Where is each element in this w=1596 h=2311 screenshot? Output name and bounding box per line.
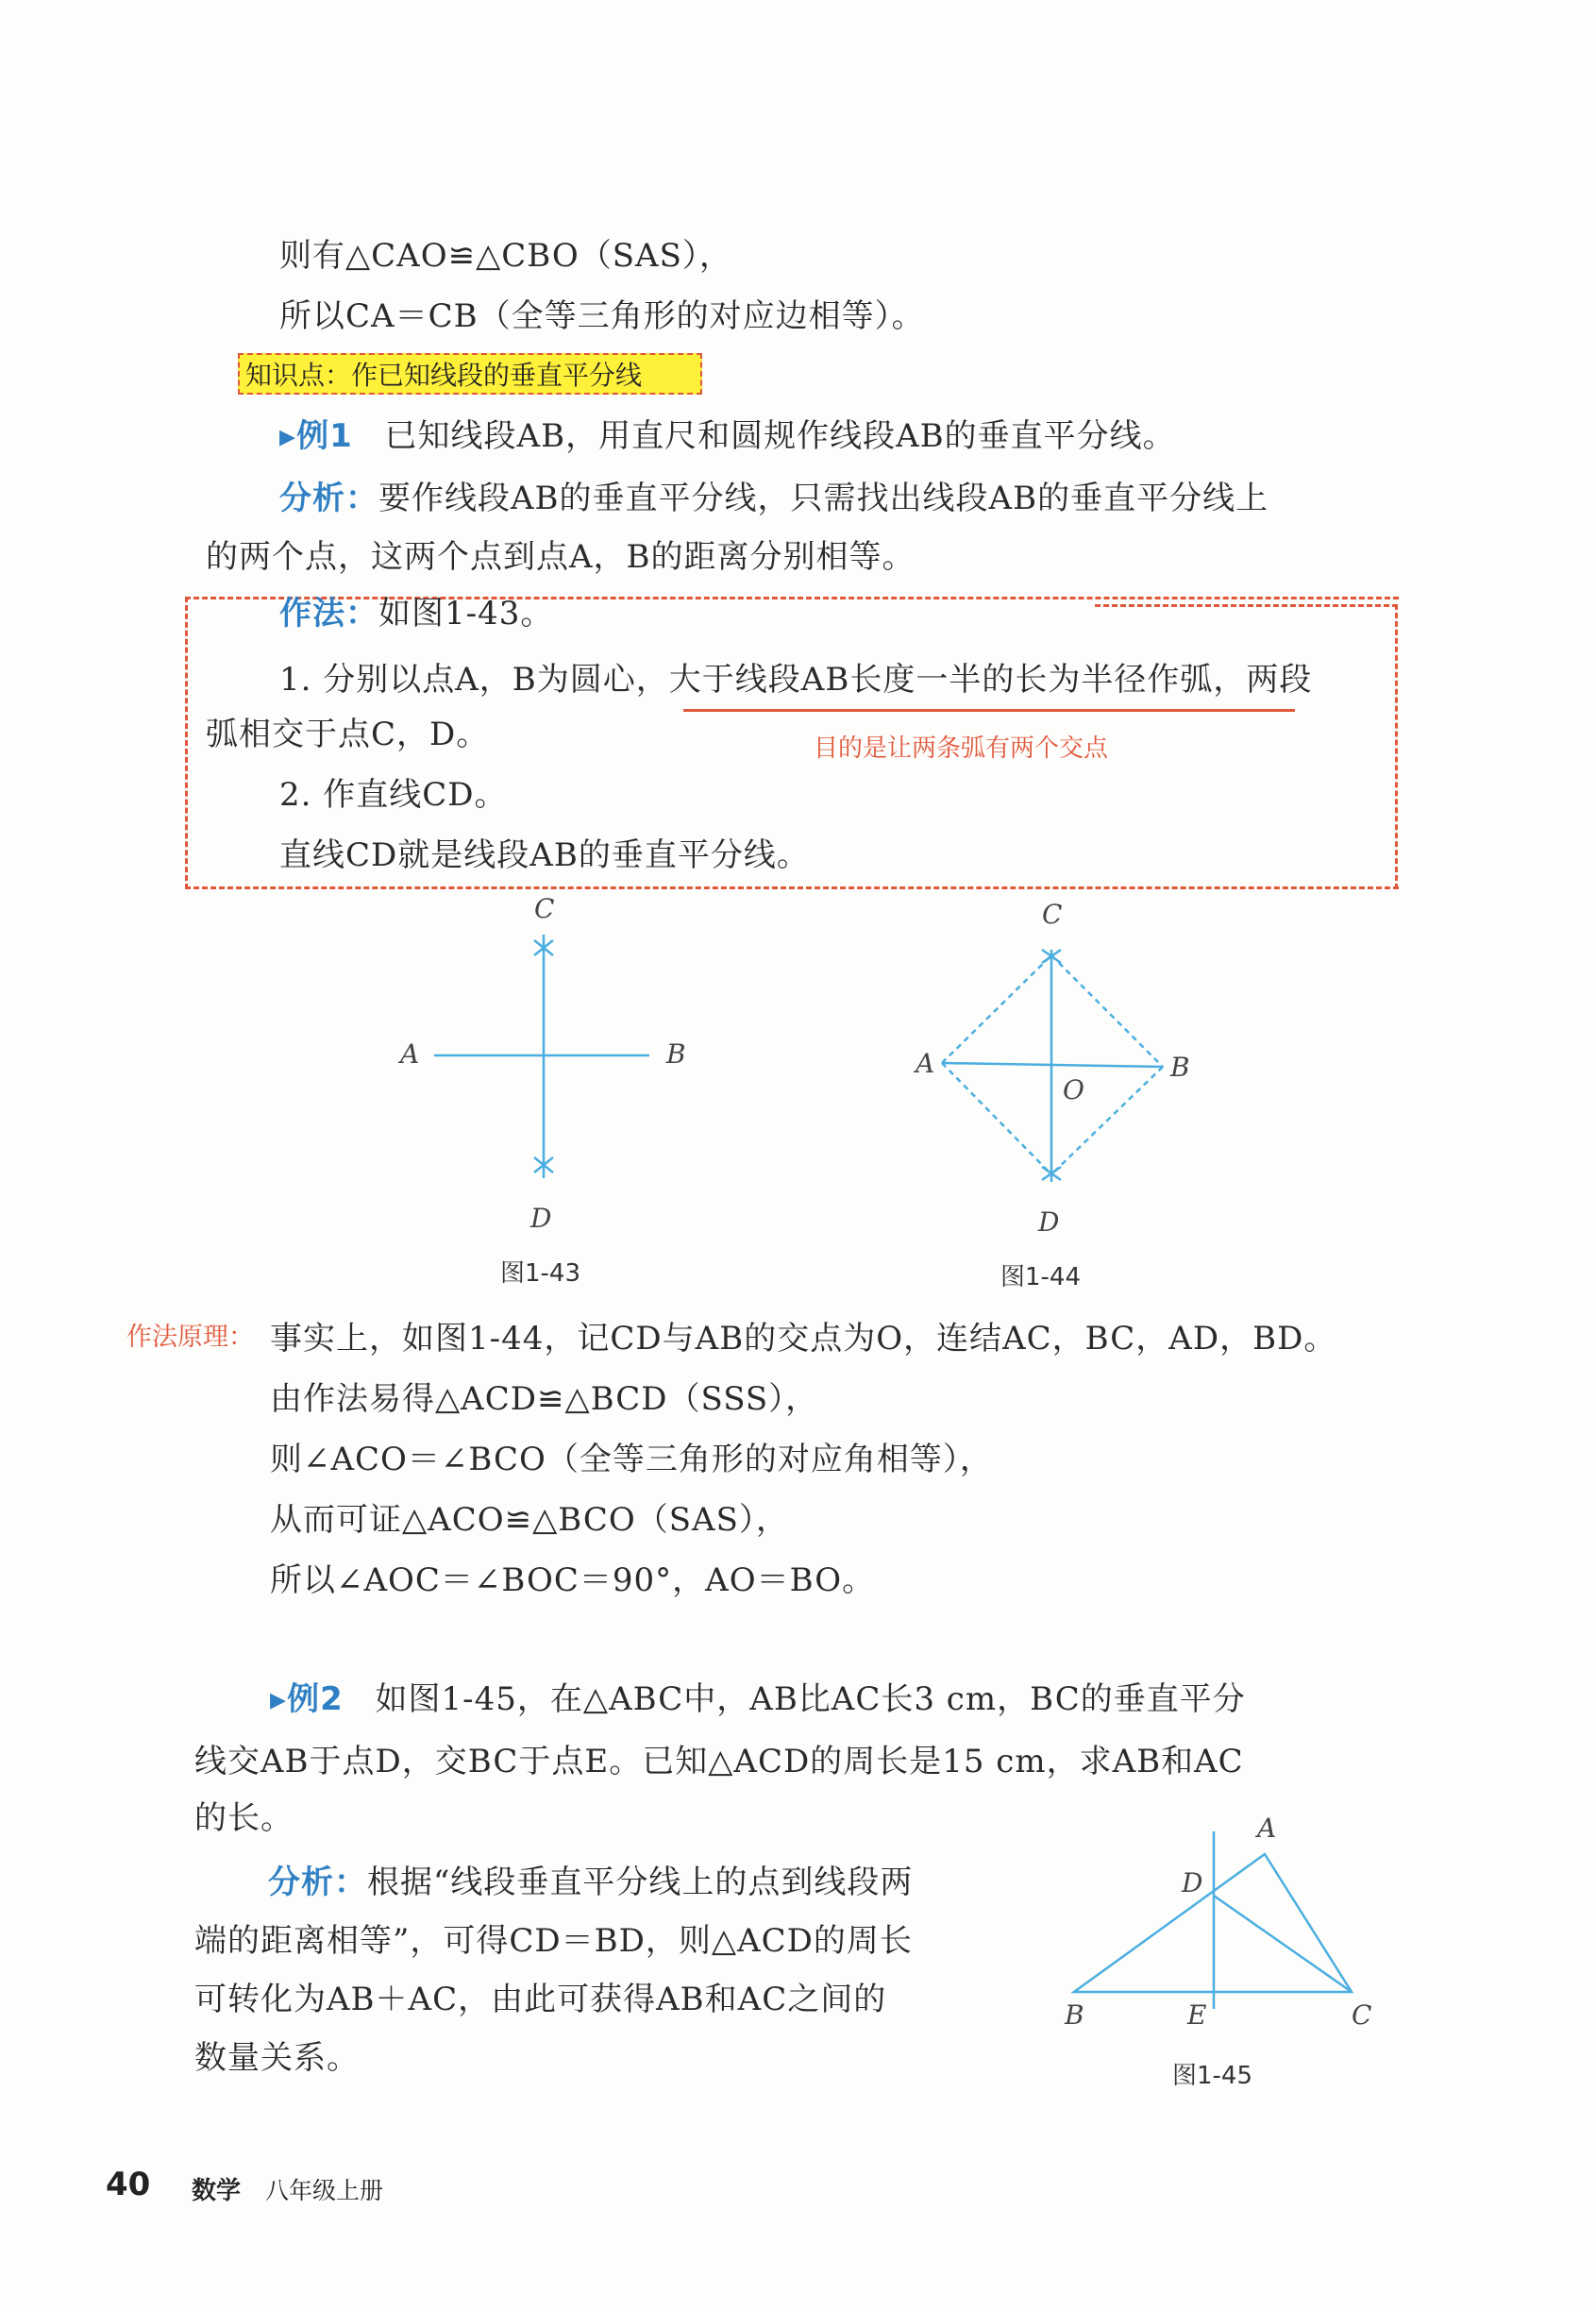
step1-text: 1. 分别以点A，B为圆心，	[279, 661, 669, 699]
figure-1-45	[1074, 1831, 1352, 2009]
text-line: 所以CA＝CB（全等三角形的对应边相等）。	[279, 297, 925, 335]
segment-cd	[1214, 1896, 1352, 1992]
example1-label: ▸例1	[279, 417, 353, 455]
text-line: 则有△CAO≌△CBO（SAS），	[279, 237, 732, 275]
text-line: 数量关系。	[194, 2039, 360, 2077]
step2: 2. 作直线CD。	[279, 776, 508, 814]
segment-ad	[942, 1063, 1051, 1174]
figure-caption: 图1-44	[1000, 1263, 1082, 1291]
label-a: A	[1257, 1813, 1277, 1844]
text-line: 可转化为AB＋AC，由此可获得AB和AC之间的	[194, 1981, 887, 2018]
analysis-text: 根据“线段垂直平分线上的点到线段两	[367, 1864, 914, 1901]
label-c: C	[534, 893, 555, 924]
analysis-label: 分析：	[279, 480, 378, 517]
grade: 八年级上册	[265, 2177, 384, 2204]
text-line: 则∠ACO＝∠BCO（全等三角形的对应角相等），	[270, 1441, 993, 1478]
example1-text: 已知线段AB，用直尺和圆规作线段AB的垂直平分线。	[384, 417, 1176, 455]
figure-1-43	[434, 935, 649, 1178]
subject: 数学	[192, 2177, 242, 2205]
knowledge-tag: 知识点：作已知线段的垂直平分线	[238, 353, 702, 395]
principle-label: 作法原理：	[126, 1323, 254, 1352]
figure-1-44	[942, 950, 1163, 1182]
label-o: O	[1063, 1074, 1084, 1105]
figure-caption: 图1-43	[500, 1259, 581, 1288]
text-line: 端的距离相等”，可得CD＝BD，则△ACD的周长	[194, 1922, 913, 1960]
text-line: 从而可证△ACO≌△BCO（SAS），	[270, 1501, 789, 1539]
label-c: C	[1352, 1999, 1372, 2031]
text-line: 的两个点，这两个点到点A，B的距离分别相等。	[206, 538, 916, 576]
step1-tail: ，两段	[1213, 661, 1313, 699]
label-b: B	[1065, 1999, 1084, 2031]
method-text: 如图1-43。	[378, 595, 554, 633]
example2	[270, 1678, 1246, 1720]
analysis2	[268, 1862, 913, 1903]
segment-ac	[942, 955, 1051, 1063]
label-e: E	[1187, 1999, 1207, 2031]
text-line: 线交AB于点D，交BC于点E。已知△ACD的周长是15 cm，求AB和AC	[194, 1743, 1244, 1780]
label-b: B	[1170, 1052, 1190, 1083]
example2-label: ▸例2	[270, 1680, 344, 1718]
label-c: C	[1042, 899, 1063, 930]
label-d: D	[530, 1203, 552, 1234]
analysis-label: 分析：	[268, 1864, 367, 1901]
text-line: 弧相交于点C，D。	[206, 716, 490, 753]
margin-note: 目的是让两条弧有两个交点	[814, 734, 1109, 763]
page-number: 40	[106, 2166, 151, 2203]
label-d: D	[1182, 1867, 1203, 1898]
method-label: 作法：	[279, 595, 378, 633]
text-line: 事实上，如图1-44，记CD与AB的交点为O，连结AC，BC，AD，BD。	[270, 1320, 1337, 1358]
example2-text: 如图1-45，在△ABC中，AB比AC长3 cm，BC的垂直平分	[375, 1680, 1246, 1718]
label-a: A	[916, 1048, 935, 1079]
step1-underlined: 大于线段AB长度一半的长为半径作弧	[668, 661, 1214, 699]
text-line: 的长。	[194, 1799, 294, 1837]
label-a: A	[400, 1038, 420, 1070]
label-b: B	[666, 1038, 686, 1070]
analysis-text: 要作线段AB的垂直平分线，只需找出线段AB的垂直平分线上	[378, 480, 1269, 517]
figure-caption: 图1-45	[1172, 2062, 1253, 2090]
text-line: 所以∠AOC＝∠BOC＝90°，AO＝BO。	[270, 1561, 876, 1599]
segment-bc	[1051, 955, 1163, 1067]
label-d: D	[1038, 1206, 1060, 1238]
text-line: 由作法易得△ACD≌△BCD（SSS），	[270, 1380, 819, 1418]
conclusion: 直线CD就是线段AB的垂直平分线。	[279, 836, 810, 874]
